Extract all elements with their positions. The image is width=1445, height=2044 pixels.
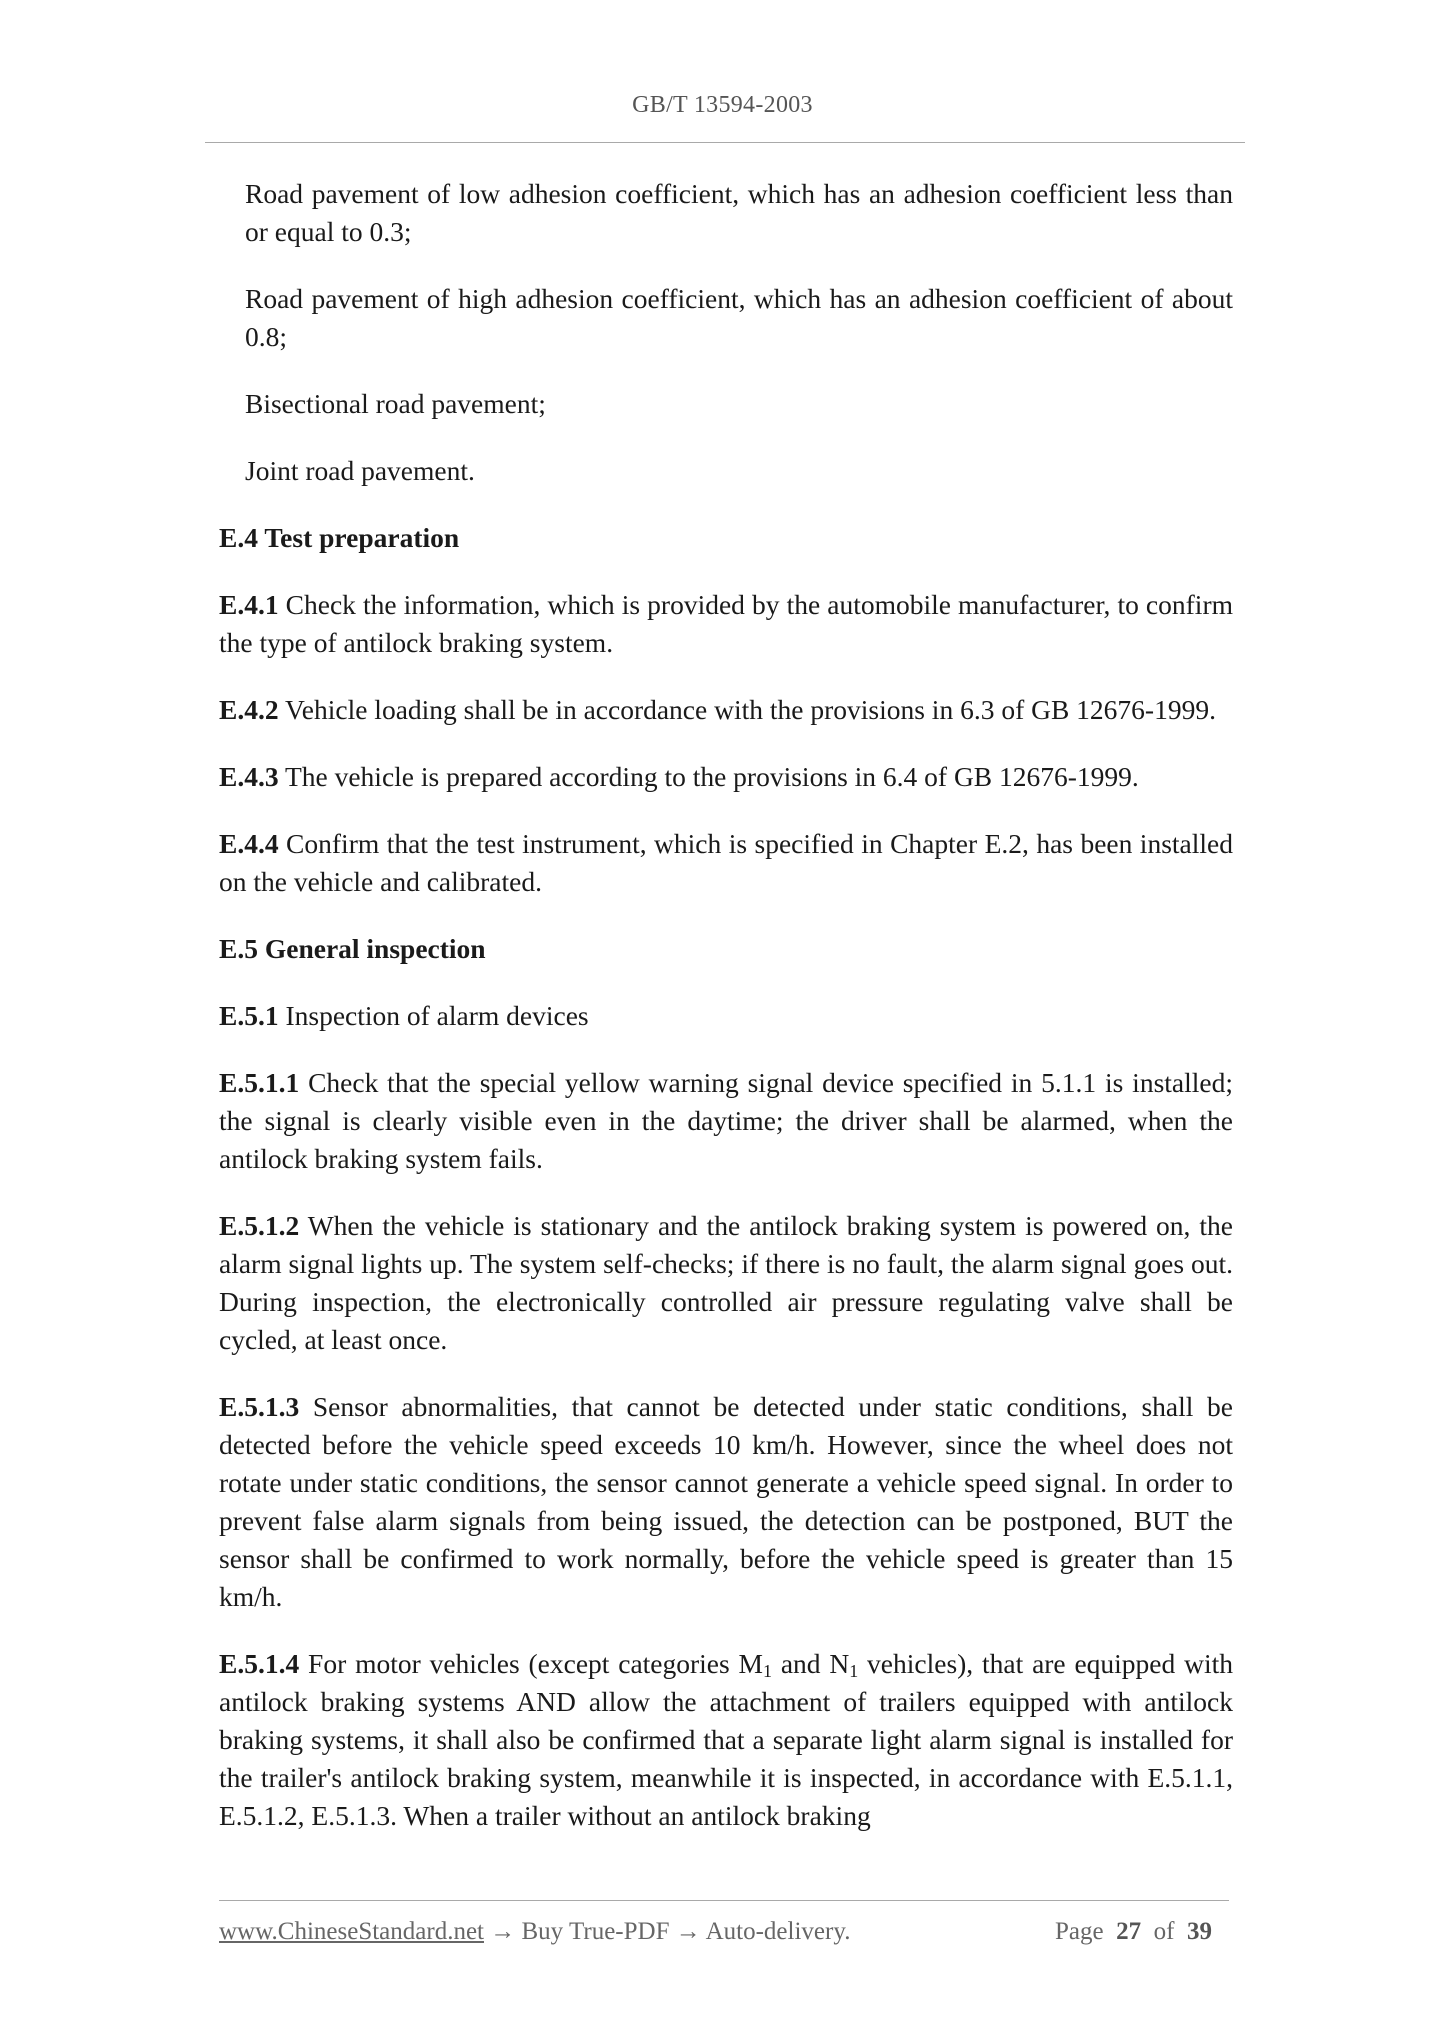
clause-number: E.4.4 bbox=[219, 828, 279, 859]
arrow-right-icon: → bbox=[490, 1918, 516, 1945]
clause-e4-3 bbox=[219, 758, 1233, 796]
clause-text: Inspection of alarm devices bbox=[278, 1000, 589, 1031]
clause-e5-1-4 bbox=[219, 1645, 1233, 1835]
page-header: GB/T 13594-2003 bbox=[632, 92, 813, 118]
clause-text: Sensor abnormalities, that cannot be detected under static conditions, shall be detected before the vehicle speed exceeds 10 km/h. However, since the wheel does not rotate under static conditions, the sensor cannot generate a vehicle speed signal. In order to prevent false alarm signals from being issued, the detection can be postponed, BUT the sensor shall be confirmed to work normally, before the vehicle speed is greater than 15 km/h. bbox=[219, 1391, 1233, 1612]
pavement-item-joint: Joint road pavement. bbox=[245, 455, 475, 486]
delivery-text: Auto-delivery. bbox=[705, 1918, 851, 1945]
clause-number: E.5.1.4 bbox=[219, 1648, 300, 1679]
clause-number: E.5.1 bbox=[219, 1000, 279, 1031]
clause-number: E.4.2 bbox=[219, 694, 279, 725]
clause-e4-2 bbox=[219, 691, 1233, 729]
clause-e5-1-2 bbox=[219, 1207, 1233, 1359]
subscript: 1 bbox=[849, 1661, 859, 1681]
clause-e5-1-1 bbox=[219, 1064, 1233, 1178]
clause-e5-1-3 bbox=[219, 1388, 1233, 1616]
clause-e5-1 bbox=[219, 997, 1233, 1035]
pavement-item-high: Road pavement of high adhesion coefficient, which has an adhesion coefficient of about 0.8; bbox=[245, 283, 1233, 352]
clause-text: vehicles), that are equipped with antilock braking systems AND allow the attachment of trailers equipped with antilock braking systems, it shall also be confirmed that a separate light alarm signal is installed for the trailer's antilock braking system, meanwhile it is inspected, in accordance with E.5.1.1, E.5.1.2, E.5.1.3. When a trailer without an antilock braking bbox=[219, 1648, 1233, 1831]
clause-number: E.5.1.1 bbox=[219, 1067, 300, 1098]
document-body bbox=[219, 175, 1233, 1864]
clause-text: and N bbox=[772, 1648, 850, 1679]
footer-divider bbox=[219, 1900, 1229, 1901]
header-divider bbox=[205, 142, 1245, 143]
page-counter bbox=[1055, 1918, 1212, 1946]
clause-text: Check that the special yellow warning signal device specified in 5.1.1 is installed; the signal is clearly visible even in the daytime; the driver shall be alarmed, when the antilock braking system fails. bbox=[219, 1067, 1233, 1174]
section-heading-e4: E.4 Test preparation bbox=[219, 522, 460, 553]
clause-e4-4 bbox=[219, 825, 1233, 901]
buy-text: Buy True-PDF bbox=[521, 1918, 670, 1945]
website-link[interactable]: www.ChineseStandard.net bbox=[219, 1918, 484, 1945]
clause-text: Vehicle loading shall be in accordance with the provisions in 6.3 of GB 12676-1999. bbox=[278, 694, 1216, 725]
clause-number: E.4.3 bbox=[219, 761, 279, 792]
clause-number: E.5.1.2 bbox=[219, 1210, 300, 1241]
section-heading-e5: E.5 General inspection bbox=[219, 933, 486, 964]
page-label: Page bbox=[1055, 1918, 1104, 1945]
pavement-item-low: Road pavement of low adhesion coefficient, which has an adhesion coefficient less than or equal to 0.3; bbox=[245, 178, 1233, 247]
clause-text: The vehicle is prepared according to the provisions in 6.4 of GB 12676-1999. bbox=[278, 761, 1139, 792]
clause-text: When the vehicle is stationary and the antilock braking system is powered on, the alarm signal lights up. The system self-checks; if there is no fault, the alarm signal goes out. During inspection, the electronically controlled air pressure regulating valve shall be cycled, at least once. bbox=[219, 1210, 1233, 1355]
subscript: 1 bbox=[763, 1661, 772, 1681]
clause-number: E.4.1 bbox=[219, 589, 279, 620]
clause-number: E.5.1.3 bbox=[219, 1391, 300, 1422]
clause-text: Confirm that the test instrument, which is specified in Chapter E.2, has been installed on the vehicle and calibrated. bbox=[219, 828, 1233, 897]
page-number: 27 bbox=[1116, 1918, 1142, 1945]
pavement-item-bisectional: Bisectional road pavement; bbox=[245, 388, 546, 419]
clause-text: For motor vehicles (except categories M bbox=[299, 1648, 763, 1679]
clause-e4-1 bbox=[219, 586, 1233, 662]
clause-text: Check the information, which is provided by the automobile manufacturer, to confirm the type of antilock braking system. bbox=[219, 589, 1233, 658]
footer-promo bbox=[219, 1918, 850, 1946]
of-label: of bbox=[1153, 1918, 1175, 1945]
arrow-right-icon: → bbox=[675, 1918, 701, 1945]
page-total: 39 bbox=[1186, 1918, 1212, 1945]
